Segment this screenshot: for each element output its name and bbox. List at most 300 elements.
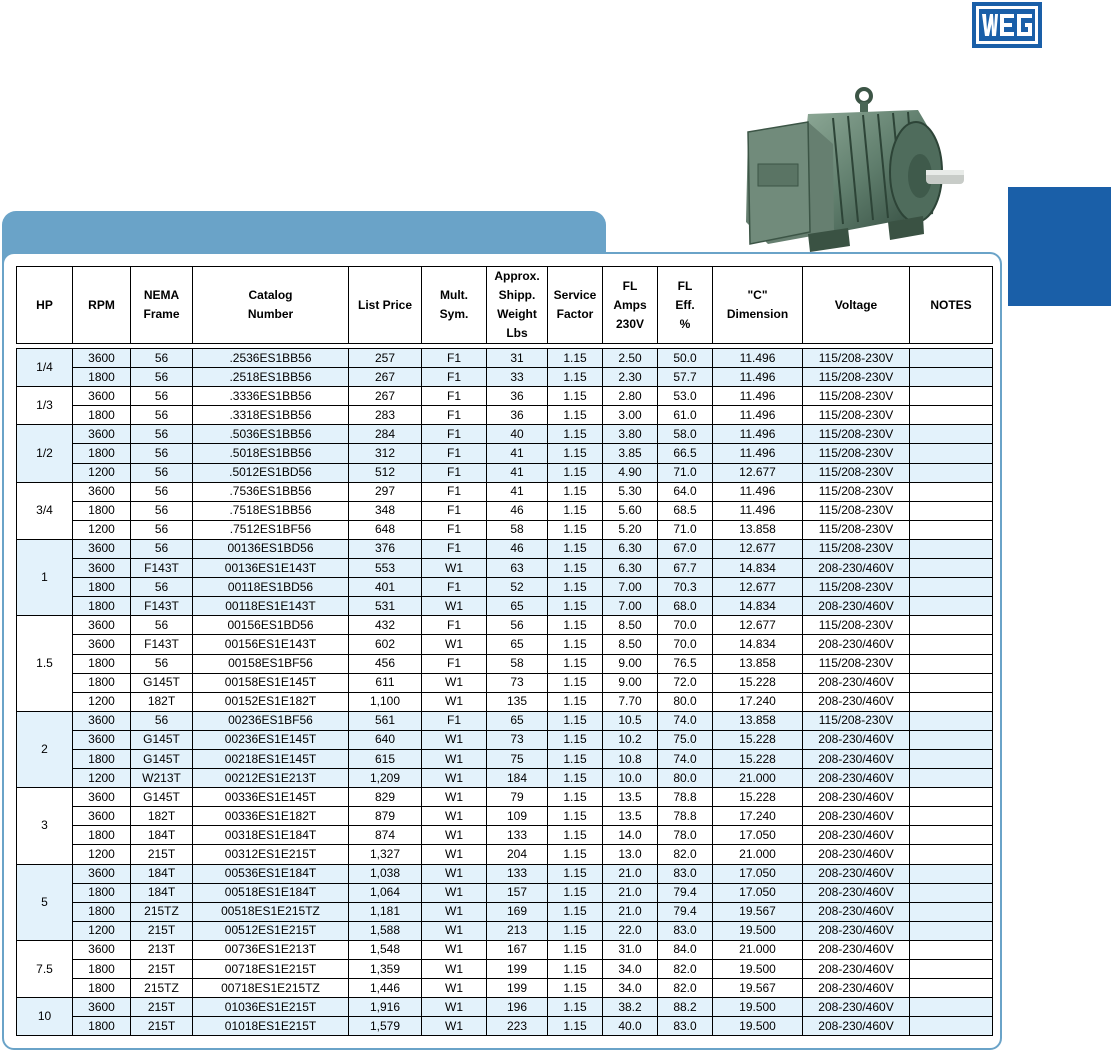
table-row: [17, 463, 993, 482]
table-cell: 615: [349, 749, 422, 768]
table-row: [17, 749, 993, 768]
column-header: Voltage: [803, 267, 910, 344]
table-cell: 602: [349, 635, 422, 654]
brand-name: WEG: [1005, 46, 1009, 47]
column-header: List Price: [349, 267, 422, 344]
table-cell: 3.00: [603, 406, 658, 425]
table-cell: W1: [422, 635, 487, 654]
table-cell: 17.240: [713, 807, 803, 826]
notes-cell: [910, 539, 993, 558]
table-row: [17, 883, 993, 902]
table-row: [17, 769, 993, 788]
table-cell: 83.0: [658, 1017, 713, 1036]
table-cell: 1.15: [548, 673, 603, 692]
table-cell: 19.567: [713, 902, 803, 921]
hp-cell: 3: [17, 788, 73, 864]
table-cell: 00118ES1BD56: [193, 578, 349, 597]
table-row: [17, 730, 993, 749]
table-cell: 78.0: [658, 826, 713, 845]
notes-cell: [910, 883, 993, 902]
table-cell: 11.496: [713, 406, 803, 425]
table-cell: 1.15: [548, 482, 603, 501]
table-cell: 1800: [73, 597, 131, 616]
table-cell: 68.5: [658, 501, 713, 520]
table-cell: 1.15: [548, 826, 603, 845]
table-cell: 135: [487, 692, 548, 711]
header-row: [17, 267, 993, 344]
notes-cell: [910, 769, 993, 788]
table-cell: 56: [131, 387, 193, 406]
table-cell: 456: [349, 654, 422, 673]
table-row: [17, 406, 993, 425]
table-cell: W1: [422, 559, 487, 578]
table-cell: W1: [422, 864, 487, 883]
table-row: [17, 979, 993, 998]
table-cell: 199: [487, 979, 548, 998]
table-cell: 115/208-230V: [803, 406, 910, 425]
table-cell: 1.15: [548, 654, 603, 673]
notes-cell: [910, 788, 993, 807]
table-cell: 1,327: [349, 845, 422, 864]
table-cell: 1,359: [349, 960, 422, 979]
table-cell: 3600: [73, 998, 131, 1017]
weg-logo: [972, 2, 1042, 48]
table-cell: 10.2: [603, 730, 658, 749]
table-cell: 31: [487, 349, 548, 368]
table-cell: 1.15: [548, 711, 603, 730]
column-header: FL Eff. %: [658, 267, 713, 344]
table-cell: 00336ES1E145T: [193, 788, 349, 807]
table-cell: 78.8: [658, 788, 713, 807]
table-cell: W1: [422, 749, 487, 768]
table-cell: W1: [422, 902, 487, 921]
table-cell: 82.0: [658, 979, 713, 998]
table-row: [17, 444, 993, 463]
table-cell: 6.30: [603, 539, 658, 558]
table-cell: .7536ES1BB56: [193, 482, 349, 501]
table-cell: 21.0: [603, 864, 658, 883]
table-cell: 01018ES1E215T: [193, 1017, 349, 1036]
motor-spec-table: [16, 348, 993, 1036]
table-cell: 829: [349, 788, 422, 807]
table-cell: 3600: [73, 940, 131, 959]
notes-cell: [910, 730, 993, 749]
table-cell: 115/208-230V: [803, 578, 910, 597]
table-cell: 531: [349, 597, 422, 616]
table-cell: 1.15: [548, 730, 603, 749]
table-cell: 208-230/460V: [803, 940, 910, 959]
table-cell: 2.50: [603, 349, 658, 368]
notes-cell: [910, 349, 993, 368]
table-cell: 1.15: [548, 444, 603, 463]
table-cell: 182T: [131, 692, 193, 711]
table-cell: F143T: [131, 597, 193, 616]
table-cell: 1200: [73, 463, 131, 482]
table-cell: 3600: [73, 559, 131, 578]
table-cell: 11.496: [713, 368, 803, 387]
table-cell: 3600: [73, 711, 131, 730]
table-cell: 1.15: [548, 749, 603, 768]
table-cell: 12.677: [713, 578, 803, 597]
table-cell: W1: [422, 769, 487, 788]
table-cell: 41: [487, 463, 548, 482]
table-cell: 00136ES1E143T: [193, 559, 349, 578]
table-cell: 56: [131, 539, 193, 558]
hp-cell: 7.5: [17, 940, 73, 997]
table-cell: 56: [131, 711, 193, 730]
table-cell: 14.0: [603, 826, 658, 845]
table-cell: 223: [487, 1017, 548, 1036]
table-cell: 58: [487, 654, 548, 673]
table-cell: W1: [422, 597, 487, 616]
table-cell: 10.0: [603, 769, 658, 788]
column-header: "C" Dimension: [713, 267, 803, 344]
table-cell: 1200: [73, 845, 131, 864]
table-cell: 17.050: [713, 883, 803, 902]
table-cell: .2536ES1BB56: [193, 349, 349, 368]
table-cell: W1: [422, 1017, 487, 1036]
table-cell: G145T: [131, 749, 193, 768]
table-cell: .5036ES1BB56: [193, 425, 349, 444]
table-cell: 00236ES1E145T: [193, 730, 349, 749]
table-cell: 56: [131, 578, 193, 597]
table-cell: 17.050: [713, 864, 803, 883]
table-cell: 57.7: [658, 368, 713, 387]
table-cell: 1800: [73, 444, 131, 463]
table-cell: 1.15: [548, 807, 603, 826]
table-cell: 1.15: [548, 788, 603, 807]
notes-cell: [910, 940, 993, 959]
table-cell: 1800: [73, 826, 131, 845]
table-row: [17, 654, 993, 673]
table-cell: 1.15: [548, 692, 603, 711]
table-cell: 63: [487, 559, 548, 578]
table-cell: 184T: [131, 864, 193, 883]
notes-cell: [910, 921, 993, 940]
hp-cell: 2: [17, 711, 73, 787]
table-cell: 9.00: [603, 673, 658, 692]
table-cell: 1.15: [548, 425, 603, 444]
table-cell: 215T: [131, 1017, 193, 1036]
notes-cell: [910, 635, 993, 654]
notes-cell: [910, 1017, 993, 1036]
section-side-tab: [1008, 187, 1111, 306]
table-row: [17, 616, 993, 635]
table-cell: 199: [487, 960, 548, 979]
table-cell: F1: [422, 463, 487, 482]
table-cell: 208-230/460V: [803, 979, 910, 998]
table-cell: 79.4: [658, 883, 713, 902]
table-cell: 00536ES1E184T: [193, 864, 349, 883]
table-cell: W1: [422, 692, 487, 711]
table-cell: 257: [349, 349, 422, 368]
table-cell: 56: [131, 501, 193, 520]
table-cell: .7512ES1BF56: [193, 520, 349, 539]
notes-cell: [910, 597, 993, 616]
table-cell: W1: [422, 960, 487, 979]
table-cell: 182T: [131, 807, 193, 826]
table-row: [17, 788, 993, 807]
table-cell: 00518ES1E215TZ: [193, 902, 349, 921]
table-cell: 38.2: [603, 998, 658, 1017]
table-cell: 8.50: [603, 616, 658, 635]
table-cell: 00236ES1BF56: [193, 711, 349, 730]
table-cell: 157: [487, 883, 548, 902]
table-cell: 56: [487, 616, 548, 635]
hp-cell: 1/2: [17, 425, 73, 482]
notes-cell: [910, 807, 993, 826]
table-cell: 115/208-230V: [803, 501, 910, 520]
table-cell: 115/208-230V: [803, 463, 910, 482]
table-cell: 22.0: [603, 921, 658, 940]
table-row: [17, 902, 993, 921]
table-cell: 00212ES1E213T: [193, 769, 349, 788]
table-cell: 1.15: [548, 349, 603, 368]
table-cell: F1: [422, 520, 487, 539]
table-cell: 553: [349, 559, 422, 578]
table-cell: 3600: [73, 807, 131, 826]
table-cell: 1.15: [548, 368, 603, 387]
table-row: [17, 635, 993, 654]
table-header: [16, 266, 993, 344]
table-cell: 75.0: [658, 730, 713, 749]
notes-cell: [910, 520, 993, 539]
table-cell: 3.85: [603, 444, 658, 463]
table-cell: 1,038: [349, 864, 422, 883]
table-cell: 11.496: [713, 387, 803, 406]
table-cell: 215T: [131, 921, 193, 940]
notes-cell: [910, 387, 993, 406]
table-cell: 70.0: [658, 635, 713, 654]
table-cell: 1.15: [548, 387, 603, 406]
table-cell: 284: [349, 425, 422, 444]
table-cell: 34.0: [603, 979, 658, 998]
notes-cell: [910, 960, 993, 979]
table-row: [17, 578, 993, 597]
table-row: [17, 998, 993, 1017]
table-cell: 208-230/460V: [803, 845, 910, 864]
table-cell: 6.30: [603, 559, 658, 578]
notes-cell: [910, 692, 993, 711]
table-cell: .7518ES1BB56: [193, 501, 349, 520]
table-cell: F1: [422, 482, 487, 501]
table-cell: 61.0: [658, 406, 713, 425]
notes-cell: [910, 463, 993, 482]
table-cell: 41: [487, 482, 548, 501]
table-cell: 21.0: [603, 883, 658, 902]
table-cell: 56: [131, 482, 193, 501]
table-cell: 283: [349, 406, 422, 425]
table-cell: 3.80: [603, 425, 658, 444]
table-cell: 5.30: [603, 482, 658, 501]
table-row: [17, 501, 993, 520]
table-cell: 13.0: [603, 845, 658, 864]
table-cell: .3318ES1BB56: [193, 406, 349, 425]
table-cell: F1: [422, 406, 487, 425]
table-cell: 879: [349, 807, 422, 826]
table-cell: F1: [422, 501, 487, 520]
table-cell: 3600: [73, 864, 131, 883]
table-cell: 1.15: [548, 597, 603, 616]
table-cell: 4.90: [603, 463, 658, 482]
notes-cell: [910, 406, 993, 425]
table-cell: F1: [422, 654, 487, 673]
table-cell: 79: [487, 788, 548, 807]
table-cell: 67.0: [658, 539, 713, 558]
table-cell: 56: [131, 425, 193, 444]
table-cell: 46: [487, 539, 548, 558]
table-cell: 14.834: [713, 559, 803, 578]
table-cell: 1.15: [548, 902, 603, 921]
table-cell: 512: [349, 463, 422, 482]
table-cell: 208-230/460V: [803, 826, 910, 845]
table-cell: 11.496: [713, 501, 803, 520]
table-row: [17, 845, 993, 864]
table-cell: 1800: [73, 654, 131, 673]
table-cell: W1: [422, 940, 487, 959]
table-cell: .5018ES1BB56: [193, 444, 349, 463]
table-cell: W1: [422, 826, 487, 845]
table-cell: 3600: [73, 635, 131, 654]
hp-cell: 5: [17, 864, 73, 940]
table-cell: 115/208-230V: [803, 520, 910, 539]
table-cell: 36: [487, 387, 548, 406]
table-row: [17, 349, 993, 368]
table-row: [17, 921, 993, 940]
table-row: [17, 692, 993, 711]
table-cell: 1.15: [548, 883, 603, 902]
table-cell: 376: [349, 539, 422, 558]
table-cell: 208-230/460V: [803, 597, 910, 616]
table-cell: 67.7: [658, 559, 713, 578]
table-cell: 109: [487, 807, 548, 826]
table-cell: 19.500: [713, 1017, 803, 1036]
table-cell: 312: [349, 444, 422, 463]
table-cell: 1800: [73, 902, 131, 921]
table-cell: 82.0: [658, 960, 713, 979]
table-cell: 88.2: [658, 998, 713, 1017]
table-cell: 611: [349, 673, 422, 692]
table-cell: 14.834: [713, 635, 803, 654]
table-cell: F143T: [131, 635, 193, 654]
table-cell: 73: [487, 673, 548, 692]
table-row: [17, 940, 993, 959]
table-cell: 56: [131, 616, 193, 635]
notes-cell: [910, 578, 993, 597]
table-cell: 208-230/460V: [803, 749, 910, 768]
table-cell: 50.0: [658, 349, 713, 368]
table-cell: 1800: [73, 1017, 131, 1036]
table-cell: 1200: [73, 921, 131, 940]
table-cell: 13.5: [603, 788, 658, 807]
table-cell: F1: [422, 578, 487, 597]
table-cell: 297: [349, 482, 422, 501]
table-cell: 00336ES1E182T: [193, 807, 349, 826]
table-cell: 208-230/460V: [803, 883, 910, 902]
table-cell: 1800: [73, 578, 131, 597]
table-cell: 115/208-230V: [803, 616, 910, 635]
table-cell: W1: [422, 921, 487, 940]
table-cell: 208-230/460V: [803, 769, 910, 788]
table-cell: 00718ES1E215TZ: [193, 979, 349, 998]
table-cell: 11.496: [713, 444, 803, 463]
notes-cell: [910, 826, 993, 845]
table-cell: 215T: [131, 960, 193, 979]
table-cell: W1: [422, 845, 487, 864]
table-cell: 1,916: [349, 998, 422, 1017]
table-cell: G145T: [131, 673, 193, 692]
motor-image: [738, 84, 970, 252]
table-cell: 115/208-230V: [803, 654, 910, 673]
table-cell: 208-230/460V: [803, 960, 910, 979]
table-cell: 01036ES1E215T: [193, 998, 349, 1017]
table-cell: 80.0: [658, 769, 713, 788]
column-header: NOTES: [910, 267, 993, 344]
table-cell: 208-230/460V: [803, 921, 910, 940]
table-cell: 76.5: [658, 654, 713, 673]
table-cell: 208-230/460V: [803, 807, 910, 826]
table-cell: 13.858: [713, 711, 803, 730]
table-cell: 34.0: [603, 960, 658, 979]
table-cell: 1.15: [548, 539, 603, 558]
table-cell: 1,064: [349, 883, 422, 902]
notes-cell: [910, 482, 993, 501]
table-cell: F1: [422, 387, 487, 406]
table-row: [17, 387, 993, 406]
table-cell: W1: [422, 807, 487, 826]
table-row: [17, 368, 993, 387]
table-cell: 208-230/460V: [803, 559, 910, 578]
table-cell: 83.0: [658, 864, 713, 883]
table-cell: 58.0: [658, 425, 713, 444]
table-cell: 75: [487, 749, 548, 768]
table-cell: 1.15: [548, 998, 603, 1017]
notes-cell: [910, 673, 993, 692]
table-cell: 19.500: [713, 921, 803, 940]
table-cell: 8.50: [603, 635, 658, 654]
table-row: [17, 673, 993, 692]
table-cell: 1800: [73, 406, 131, 425]
table-cell: 3600: [73, 425, 131, 444]
table-cell: 1.15: [548, 635, 603, 654]
table-cell: 1,181: [349, 902, 422, 921]
column-header: Mult. Sym.: [422, 267, 487, 344]
table-cell: 00136ES1BD56: [193, 539, 349, 558]
table-cell: 80.0: [658, 692, 713, 711]
hp-cell: 1/3: [17, 387, 73, 425]
notes-cell: [910, 845, 993, 864]
table-cell: 19.500: [713, 998, 803, 1017]
table-cell: 71.0: [658, 463, 713, 482]
table-cell: 00158ES1E145T: [193, 673, 349, 692]
table-cell: 21.000: [713, 769, 803, 788]
table-cell: 1.15: [548, 921, 603, 940]
table-cell: 00718ES1E215T: [193, 960, 349, 979]
notes-cell: [910, 501, 993, 520]
table-cell: 133: [487, 826, 548, 845]
table-cell: 1.15: [548, 1017, 603, 1036]
table-cell: 13.5: [603, 807, 658, 826]
table-cell: 58: [487, 520, 548, 539]
table-cell: 1.15: [548, 559, 603, 578]
table-cell: 15.228: [713, 673, 803, 692]
table-cell: 213T: [131, 940, 193, 959]
table-cell: 184T: [131, 883, 193, 902]
table-cell: 1200: [73, 769, 131, 788]
table-cell: 36: [487, 406, 548, 425]
table-cell: 00118ES1E143T: [193, 597, 349, 616]
notes-cell: [910, 998, 993, 1017]
